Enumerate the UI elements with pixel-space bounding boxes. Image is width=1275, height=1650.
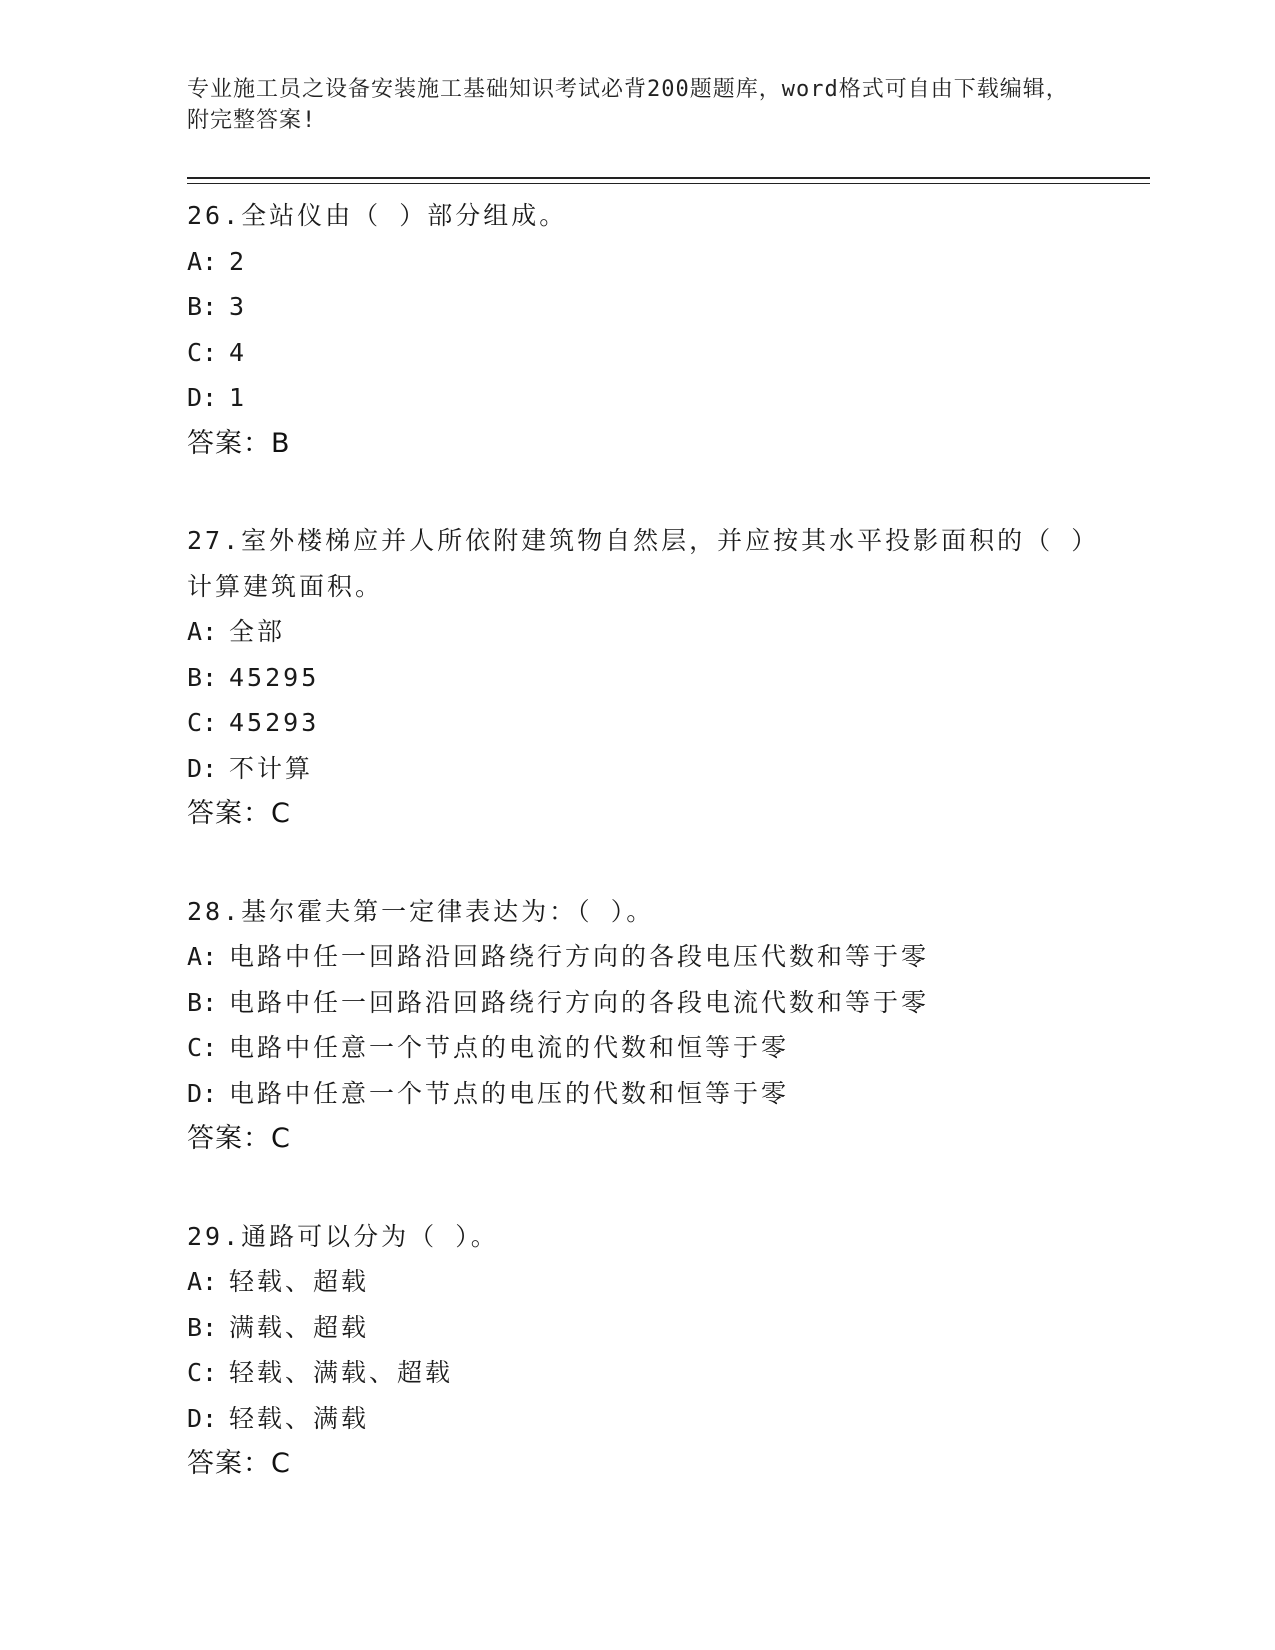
question-stem	[187, 193, 1087, 239]
option-b	[187, 655, 1087, 701]
question-number: 29.	[187, 1221, 242, 1251]
option-key: C:	[187, 1358, 218, 1387]
option-text: 轻载、超载	[229, 1267, 370, 1296]
option-c	[187, 1350, 1087, 1396]
option-c	[187, 1025, 1087, 1071]
option-text: 轻载、满载	[229, 1403, 370, 1433]
option-b	[187, 980, 1087, 1026]
answer-line: 答案：C	[187, 1123, 291, 1154]
header-rule-thin	[187, 183, 1150, 184]
question-list	[187, 193, 1087, 1539]
question-27	[187, 518, 1087, 837]
answer-line: 答案：C	[187, 798, 291, 829]
question-28	[187, 889, 1087, 1162]
question-stem	[187, 889, 1087, 935]
option-text: 电路中任意一个节点的电压的代数和恒等于零	[229, 1078, 790, 1108]
option-text: 电路中任意一个节点的电流的代数和恒等于零	[229, 1033, 790, 1062]
option-d	[187, 375, 1087, 421]
question-29	[187, 1214, 1087, 1487]
option-text: 45295	[229, 662, 320, 692]
option-text: 满载、超载	[229, 1312, 370, 1342]
document-header: 专业施工员之设备安装施工基础知识考试必背200题题库，word格式可自由下载编辑，附完整答案!	[187, 77, 1069, 133]
option-key: A:	[187, 1267, 218, 1296]
question-number: 28.	[187, 896, 242, 926]
question-stem	[187, 1214, 1087, 1260]
question-text: 室外楼梯应并人所依附建筑物自然层，并应按其水平投影面积的（ ）计算建筑面积。	[187, 526, 1087, 601]
question-text: 全站仪由（ ）部分组成。	[241, 201, 568, 230]
answer-line: 答案：C	[187, 1448, 291, 1479]
option-text: 轻载、满载、超载	[229, 1358, 454, 1387]
option-a	[187, 934, 1087, 980]
option-key: C:	[187, 337, 218, 367]
option-a	[187, 1259, 1087, 1305]
option-text: 全部	[229, 617, 286, 646]
option-d	[187, 746, 1087, 792]
option-text: 2	[229, 246, 248, 276]
option-text: 电路中任一回路沿回路绕行方向的各段电压代数和等于零	[229, 942, 930, 971]
question-number: 26.	[187, 201, 242, 230]
question-text: 通路可以分为（ ）。	[241, 1221, 499, 1251]
option-key: C:	[187, 708, 218, 737]
question-text: 基尔霍夫第一定律表达为：（ ）。	[241, 896, 655, 926]
option-key: C:	[187, 1033, 218, 1062]
option-d	[187, 1071, 1087, 1117]
answer-line: 答案：B	[187, 427, 291, 459]
option-d	[187, 1396, 1087, 1442]
option-a	[187, 239, 1087, 285]
option-key: D:	[187, 1078, 218, 1108]
option-key: B:	[187, 987, 218, 1017]
option-text: 不计算	[229, 753, 314, 783]
option-c	[187, 330, 1087, 376]
option-text: 电路中任一回路沿回路绕行方向的各段电流代数和等于零	[229, 987, 930, 1017]
option-text: 3	[229, 292, 248, 321]
question-number: 27.	[187, 526, 242, 555]
question-26	[187, 193, 1087, 466]
option-key: B:	[187, 292, 218, 321]
option-a	[187, 609, 1087, 655]
option-key: B:	[187, 662, 218, 692]
option-key: A:	[187, 617, 218, 646]
option-text: 45293	[229, 708, 320, 737]
header-rule-thick	[187, 177, 1150, 179]
option-key: D:	[187, 1403, 218, 1433]
option-key: A:	[187, 246, 218, 276]
option-key: B:	[187, 1312, 218, 1342]
option-key: D:	[187, 753, 218, 783]
option-text: 1	[229, 383, 248, 412]
option-text: 4	[229, 337, 248, 367]
option-key: A:	[187, 942, 218, 971]
option-b	[187, 1305, 1087, 1351]
option-c	[187, 700, 1087, 746]
option-b	[187, 284, 1087, 330]
question-stem	[187, 518, 1087, 609]
option-key: D:	[187, 383, 218, 412]
